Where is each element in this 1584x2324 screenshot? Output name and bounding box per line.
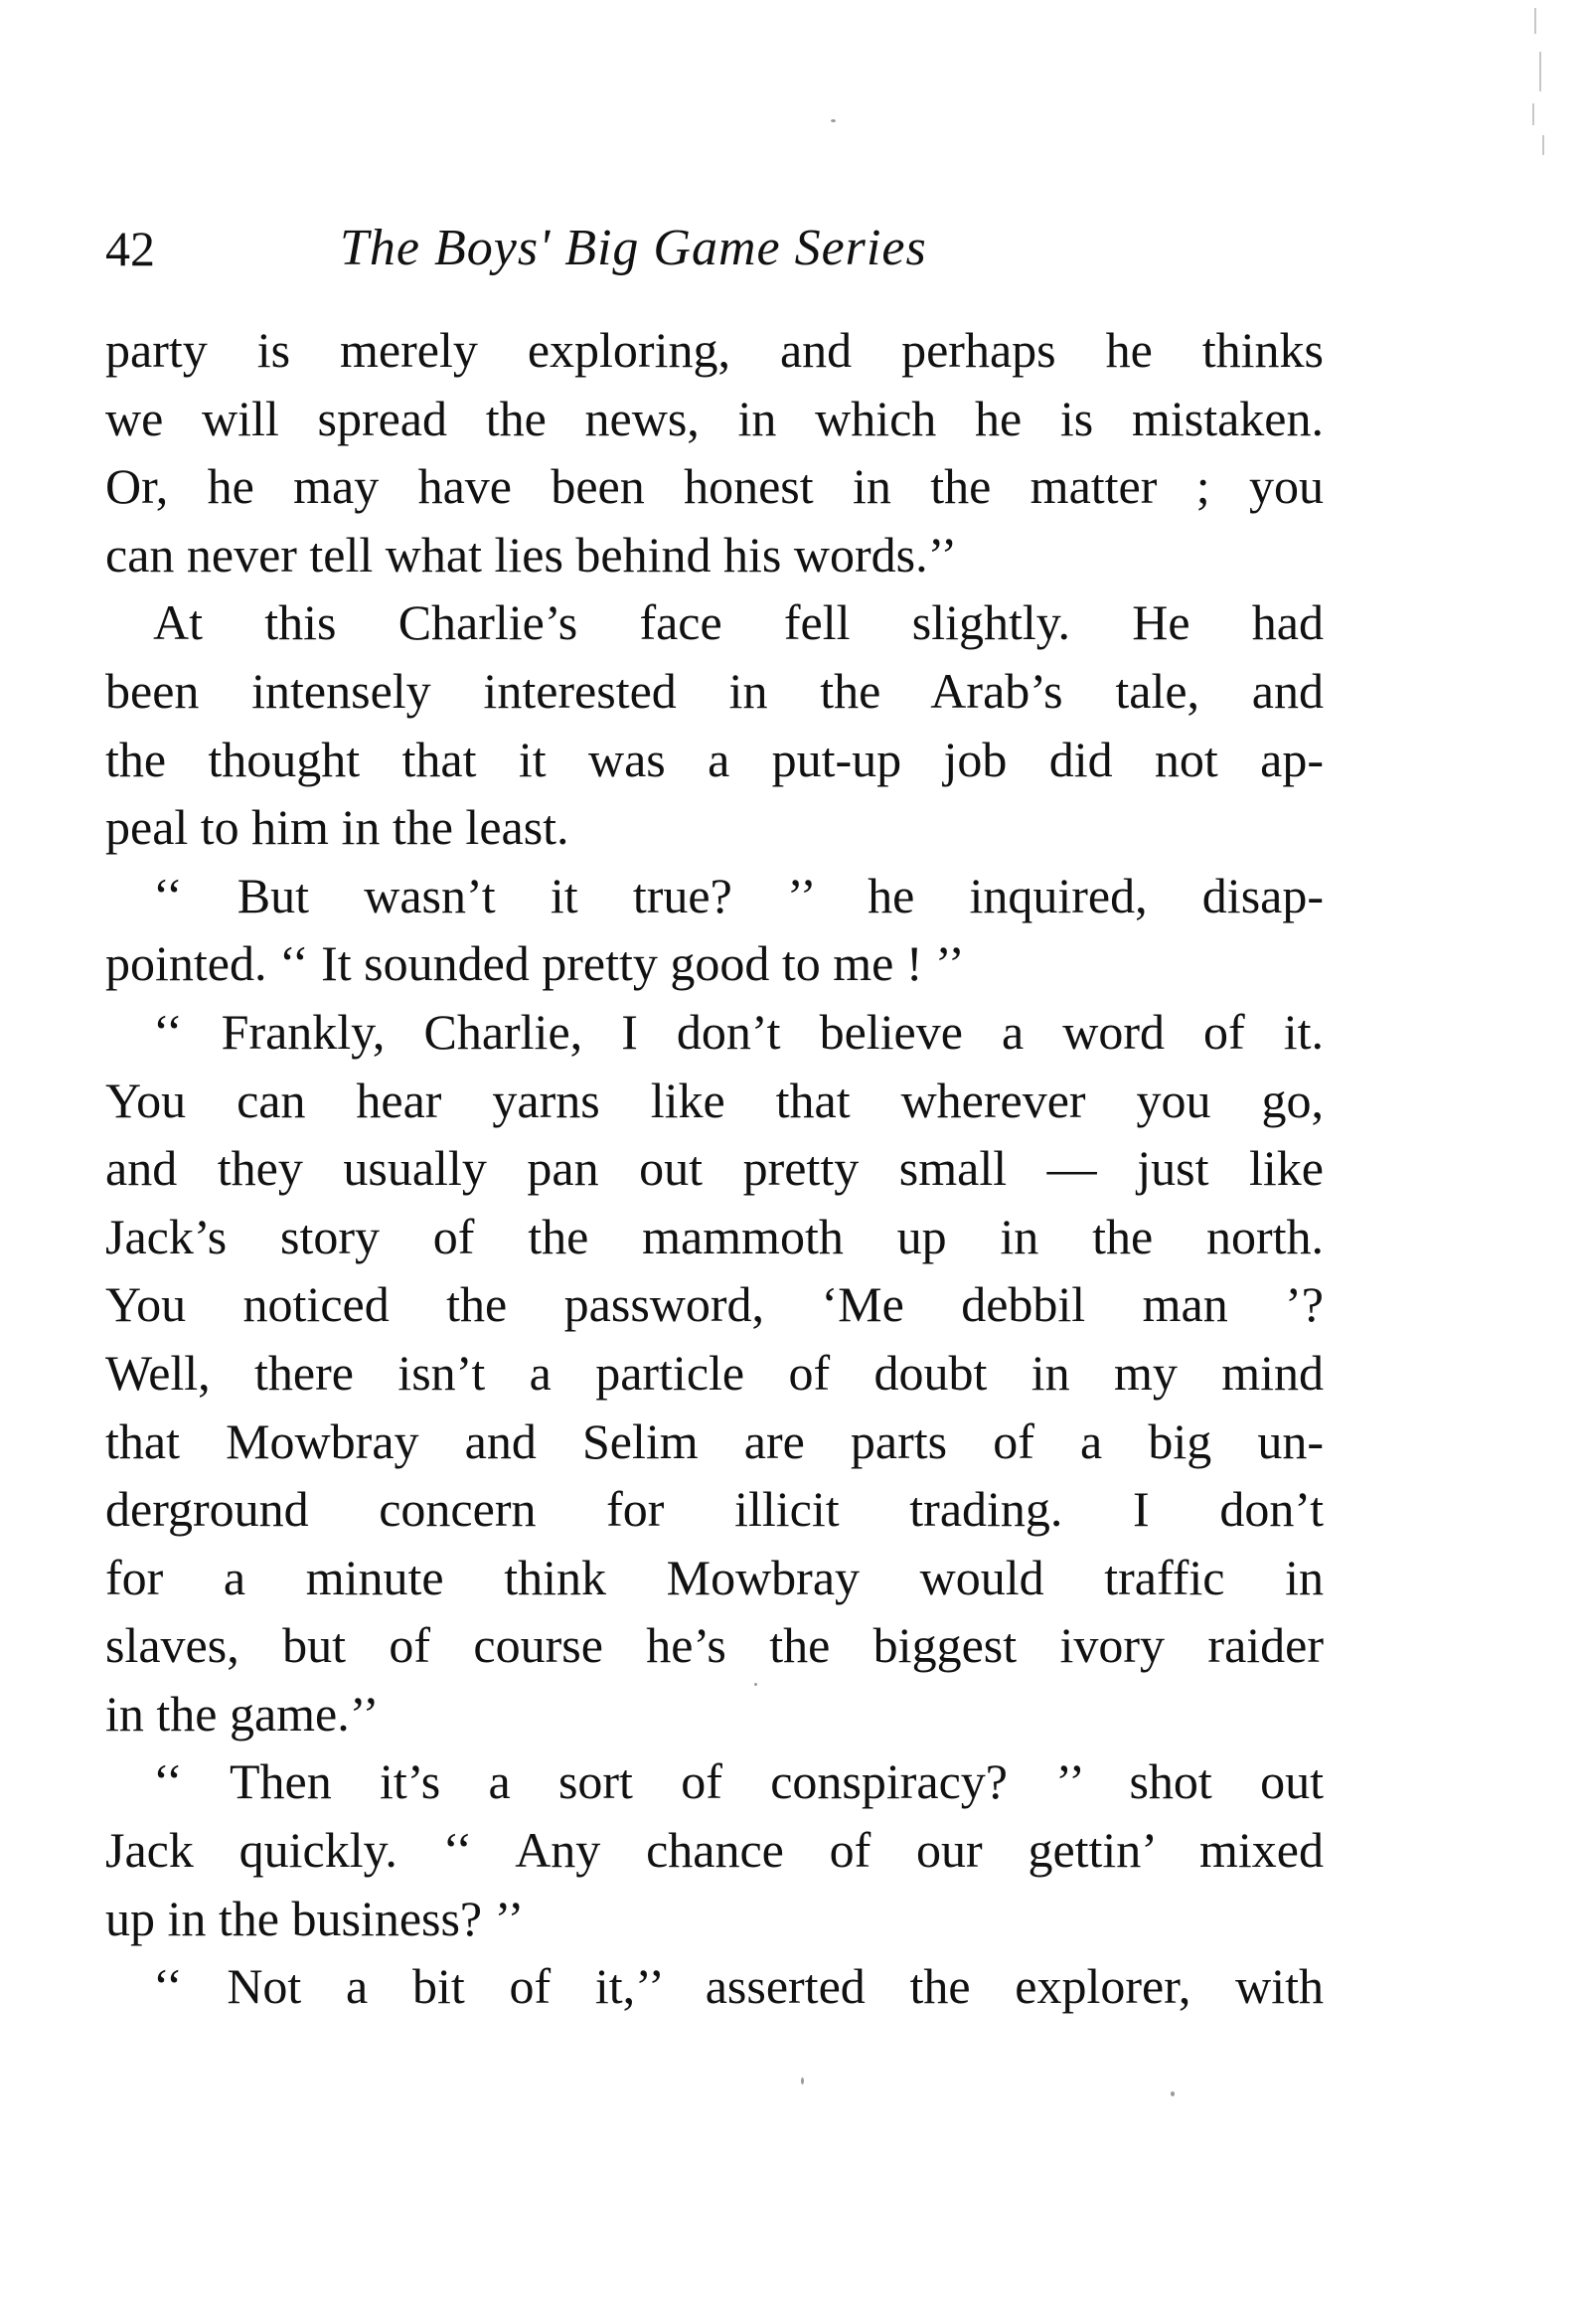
text-line: At this Charlie’s face fell slightly. He had <box>153 594 1324 651</box>
print-speck <box>831 119 836 122</box>
text-line: pointed. ‘‘ It sounded pretty good to me ! ’’ <box>105 935 965 992</box>
page-header <box>105 209 1328 288</box>
text-line: You can hear yarns like that wherever you go, <box>105 1072 1324 1128</box>
page-edge-marks <box>1530 0 1560 169</box>
text-line: ‘‘ Frankly, Charlie, I don’t believe a word of it. <box>153 1003 1324 1060</box>
text-line: that Mowbray and Selim are parts of a big un- <box>105 1412 1324 1469</box>
print-speck <box>754 1683 757 1686</box>
page-number: 42 <box>105 221 155 276</box>
text-line: peal to him in the least. <box>105 799 569 856</box>
print-speck <box>801 2077 804 2084</box>
text-line: Jack’s story of the mammoth up in the north. <box>105 1208 1324 1264</box>
text-line: and they usually pan out pretty small — just like <box>105 1140 1324 1197</box>
text-line: can never tell what lies behind his words.’’ <box>105 526 958 582</box>
text-line: Or, he may have been honest in the matter ; you <box>105 458 1324 515</box>
body-text <box>105 316 1324 2021</box>
text-line: party is merely exploring, and perhaps he thinks <box>105 322 1324 378</box>
text-line: Jack quickly. ‘‘ Any chance of our gettin’ mixed <box>105 1822 1324 1879</box>
text-line: You noticed the password, ‘Me debbil man ’? <box>105 1276 1324 1333</box>
text-line: ‘‘ Then it’s a sort of conspiracy? ’’ shot out <box>153 1753 1324 1810</box>
text-line: in the game.’’ <box>105 1685 380 1742</box>
text-line: up in the business? ’’ <box>105 1890 525 1946</box>
text-line: the thought that it was a put-up job did not ap- <box>105 731 1324 787</box>
text-line: Well, there isn’t a particle of doubt in my mind <box>105 1344 1324 1401</box>
text-line: been intensely interested in the Arab’s tale, and <box>105 662 1324 719</box>
text-line: derground concern for illicit trading. I don’t <box>105 1481 1324 1538</box>
text-line: slaves, but of course he’s the biggest ivory raider <box>105 1617 1324 1674</box>
text-line: we will spread the news, in which he is mistaken. <box>105 390 1324 446</box>
running-title: The Boys' Big Game Series <box>340 220 927 276</box>
text-line: ‘‘ Not a bit of it,’’ asserted the explorer, with <box>153 1958 1324 2015</box>
text-line: for a minute think Mowbray would traffic in <box>105 1549 1324 1605</box>
text-line: ‘‘ But wasn’t it true? ’’ he inquired, disap- <box>153 867 1324 923</box>
print-speck <box>1171 2091 1175 2096</box>
